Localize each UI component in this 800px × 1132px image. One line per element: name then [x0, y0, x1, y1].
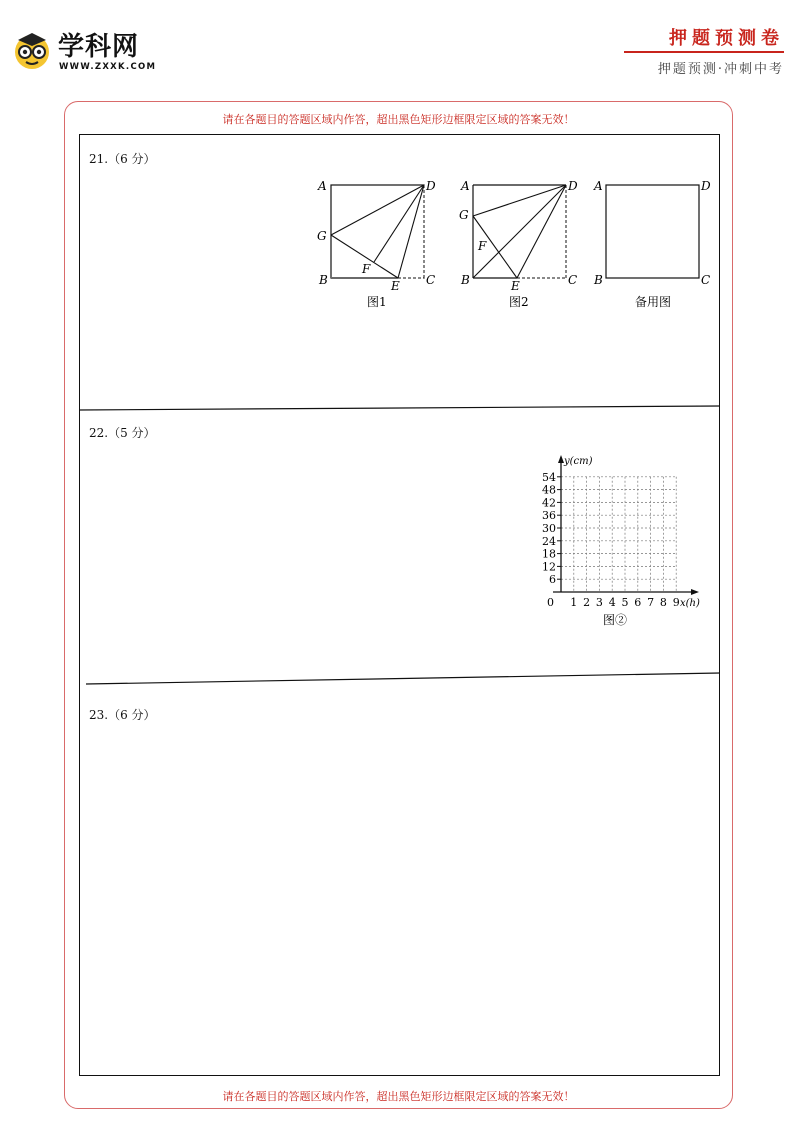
fig3-caption: 备用图: [635, 295, 672, 309]
logo-url: WWW.ZXXK.COM: [59, 62, 157, 72]
q22-x-tick-label: 8: [659, 596, 667, 609]
top-notice: 请在各题目的答题区域内作答，超出黑色矩形边框限定区域的答案无效！: [222, 113, 575, 126]
fig1-line-gd: [331, 185, 424, 235]
q22-y-tick-label: 54: [542, 470, 556, 484]
q22-y-tick-label: 12: [542, 560, 556, 574]
bottom-notice: 请在各题目的答题区域内作答，超出黑色矩形边框限定区域的答案无效！: [222, 1090, 575, 1103]
fig2-label-c: C: [568, 273, 578, 287]
logo-text: 学科网: [58, 32, 140, 62]
fig2-line-bd: [473, 185, 566, 278]
fig3-label-d: D: [701, 179, 711, 193]
q22-x-tick-label: 6: [634, 596, 642, 609]
q22-x-tick-label: 5: [621, 596, 629, 609]
owl-logo-icon: [12, 30, 52, 70]
question-21-label: [89, 150, 156, 167]
fig2-label-b: B: [461, 273, 470, 287]
fig1-caption: 图1: [367, 295, 387, 309]
fig2-label-g: G: [459, 208, 469, 222]
q21-figures: [310, 172, 720, 322]
q22-x-tick-label: 4: [608, 596, 616, 609]
fig2-label-e: E: [511, 279, 520, 293]
question-23-number: 23.: [89, 708, 109, 722]
fig2-label-f: F: [478, 239, 487, 253]
fig2-label-d: D: [568, 179, 578, 193]
question-23-points: （6 分）: [108, 708, 156, 722]
q22-x-tick-label: 1: [570, 596, 578, 609]
q22-y-tick-label: 36: [542, 509, 556, 523]
fig1-label-b: B: [319, 273, 328, 287]
q22-caption: 图②: [603, 613, 628, 627]
fig1-label-f: F: [362, 262, 371, 276]
fig3-label-c: C: [701, 273, 711, 287]
q21-figure-2: [459, 179, 578, 309]
q22-grid-lines: [557, 477, 676, 592]
q22-x-tick-label: 3: [595, 596, 603, 609]
q21-figure-1: [317, 179, 436, 309]
fig3-label-b: B: [594, 273, 603, 287]
fig3-label-a: A: [594, 179, 603, 193]
fig1-label-e: E: [391, 279, 400, 293]
q22-y-tick-label: 42: [542, 496, 556, 510]
question-22-number: 22.: [89, 426, 109, 440]
q22-x-tick-label: 9: [672, 596, 680, 609]
question-21-points: （6 分）: [108, 152, 156, 166]
q22-y-tick-label: 6: [549, 573, 556, 587]
fig1-line-fd: [374, 185, 424, 262]
question-23-label: [89, 706, 156, 723]
q22-x-axis-label: x(h): [680, 598, 700, 609]
fig3-square: [606, 185, 699, 278]
fig2-caption: 图2: [509, 295, 529, 309]
fig1-label-c: C: [426, 273, 436, 287]
series-subtitle: 押题预测·冲刺中考: [657, 62, 784, 77]
fig2-label-a: A: [461, 179, 470, 193]
q22-y-tick-label: 48: [542, 483, 556, 497]
q22-y-tick-labels: [542, 471, 556, 586]
q22-x-tick-label: 7: [647, 596, 655, 609]
fig1-label-d: D: [426, 179, 436, 193]
q22-x-tick-label: 2: [583, 596, 591, 609]
q22-y-tick-label: 18: [542, 547, 556, 561]
series-brand: [584, 24, 784, 77]
q21-figure-3: [593, 179, 711, 309]
q22-x-axis-arrow: [691, 589, 699, 595]
fig1-line-ed: [398, 185, 424, 278]
q22-x-tick-labels: [570, 596, 679, 609]
logo: [12, 26, 182, 76]
q22-y-tick-label: 24: [542, 534, 556, 548]
series-rule: [624, 51, 784, 53]
fig1-label-a: A: [318, 179, 327, 193]
q22-coordinate-grid: [535, 452, 710, 634]
fig1-label-g: G: [317, 229, 327, 243]
q22-y-axis-label: y(cm): [564, 456, 593, 467]
question-22-label: [89, 424, 156, 441]
series-title: 押题预测卷: [669, 28, 784, 49]
question-22-points: （5 分）: [108, 426, 156, 440]
question-21-number: 21.: [89, 152, 109, 166]
q22-y-tick-label: 30: [542, 522, 556, 535]
q22-origin-label: 0: [547, 596, 554, 609]
fig1-square-solid: [331, 185, 424, 278]
